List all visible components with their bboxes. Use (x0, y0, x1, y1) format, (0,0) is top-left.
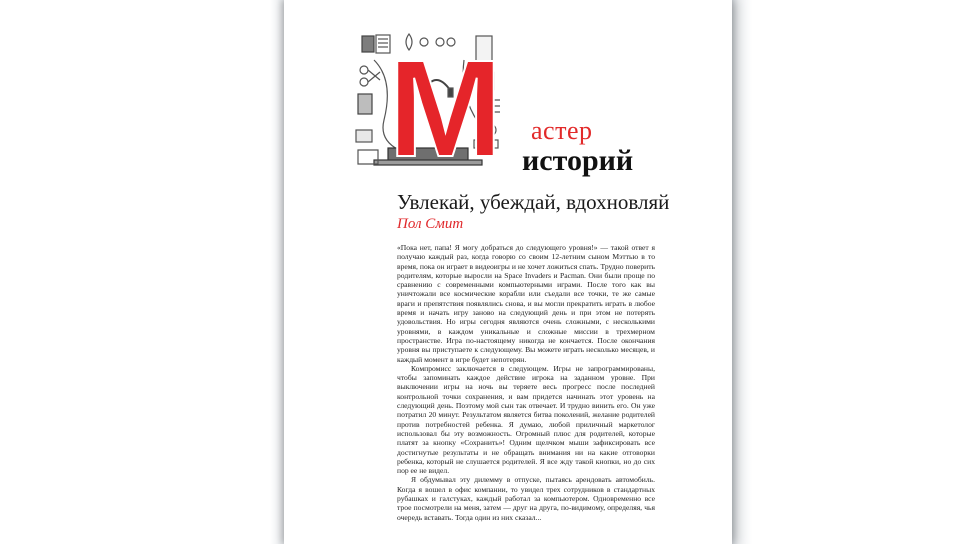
page-edge (730, 0, 752, 544)
book-subtitle: Увлекай, убеждай, вдохновляй (397, 190, 670, 214)
title-illustration (354, 30, 504, 186)
paragraph: «Пока нет, папа! Я могу добраться до следующего уровня!» — такой ответ я получаю каждый раз, когда говорю со своим 12-летним сыном Мэттью в то время, пока он играет в видеоигры и не хочет ложиться спать. Трудно поверить родителям, которые выросли на Space Invaders и Pacman. Они были проще по сравнению с современными компьютерными играми. После того как вы уничтожали все космические корабли или съедали все точки, те же самые враги и препятствия появлялись снова, и вы могли прекратить играть в любое время и начать игру заново на следующий день и при этом не потерять удовольствия. Но игры сегодня являются очень сложными, с несколькими уровнями, в каждом уникальные и сложные миссии в трехмерном пространстве. Игра по-настоящему никогда не кончается. После окончания уровня вы приступаете к следующему. Вы можете играть несколько месяцев, и каждый момент в игре будет непотерян. (397, 243, 655, 364)
drop-cap-initial: М (388, 32, 501, 186)
title-line-2: историй (522, 144, 634, 177)
paragraph: Компромисс заключается в следующем. Игры не запрограммированы, чтобы запоминать каждое действие игрока на заданном уровне. При выключении игры на ночь вы теряете весь прогресс после последней контрольной точки сохранения, и вам придется начинать этот уровень на следующий день. Поэтому мой сын так отвечает. И трудно винить его. Он уже потратил 20 минут. Результатом является битва поколений, желание родителей против потребностей ребенка. Я думаю, любой приличный маркетолог использовал бы эту возможность. Огромный плюс для родителей, которые платят за кнопку «Сохранить»! Одним щелчком мыши зафиксировать все достигнутые результаты и не обращать внимания ни на какие отговорки ребенка, который не слушается родителей. Я все жду такой кнопки, но до сих пор ее не видел. (397, 363, 655, 476)
paragraph: Я обдумывал эту дилемму в отпуске, пытаясь арендовать автомобиль. Когда я вошел в офис компании, то увидел трех сотрудников в стандартных рубашках и галстуках, каждый работал за компьютером. Одновременно все трое посмотрели на меня, затем — друг на друга, по-видимому, определяя, чья очередь вставать. Тогда один из них сказал... (397, 475, 655, 522)
book-page (284, 0, 732, 544)
title-line-1: астер (531, 116, 593, 145)
author-name: Пол Смит (397, 216, 464, 232)
body-text (397, 243, 655, 522)
